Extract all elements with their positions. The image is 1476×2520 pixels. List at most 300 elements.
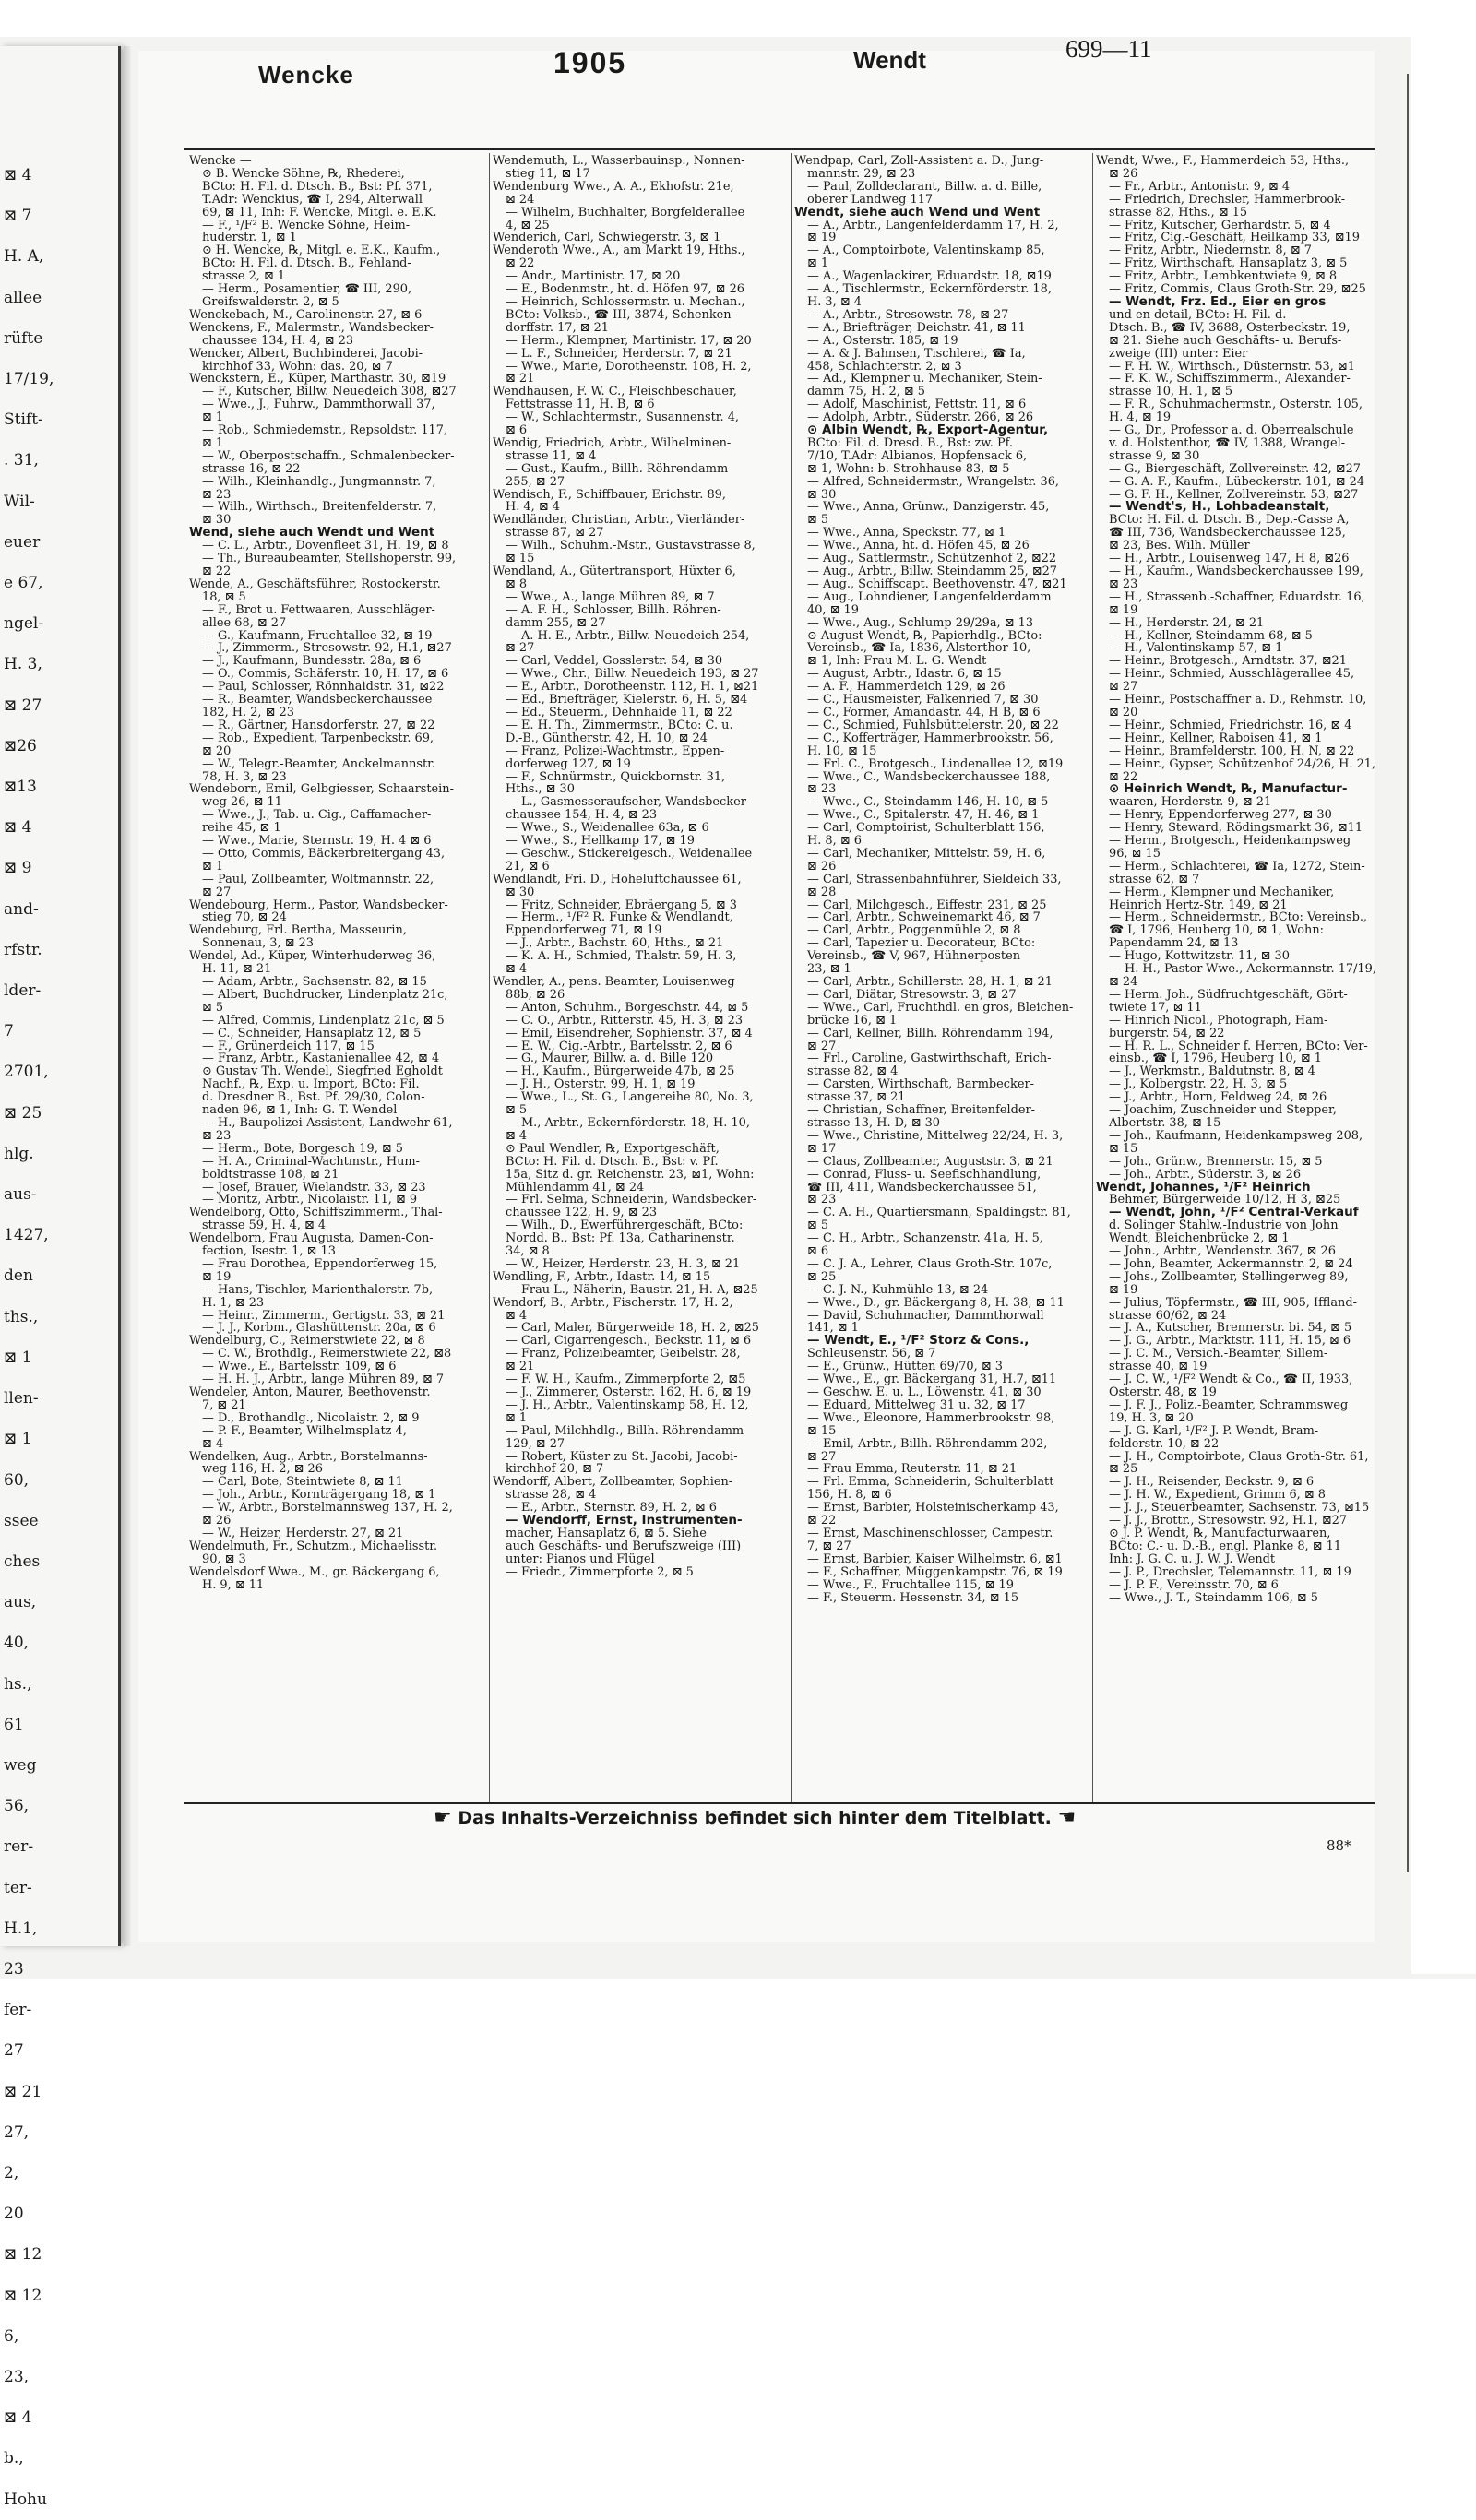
directory-entry: — Wilh., Wirthsch., Breitenfelderstr. 7, <box>202 500 437 515</box>
column-divider <box>791 153 792 1804</box>
directory-entry: 40, ⊠ 19 <box>807 602 859 617</box>
directory-entry: — C. H., Arbtr., Schanzenstr. 41a, H. 5, <box>807 1231 1043 1246</box>
directory-entry: — H., Herderstr. 24, ⊠ 21 <box>1109 615 1265 630</box>
directory-entry: — G., Biergeschäft, Zollvereinstr. 42, ⊠27 <box>1109 461 1361 476</box>
directory-entry: — A. F. H., Schlosser, Billh. Röhren- <box>506 602 721 617</box>
directory-entry: ☎ I, 1796, Heuberg 10, ⊠ 1, Wohn: <box>1109 923 1324 938</box>
directory-entry: — Heinr., Postschaffner a. D., Rehmstr. 10, <box>1109 693 1367 707</box>
directory-entry: ⊙ Gustav Th. Wendel, Siegfried Egholdt <box>202 1064 443 1079</box>
facing-page-fragment: llen- <box>4 1389 39 1409</box>
facing-page-fragment: and- <box>4 899 39 919</box>
directory-entry: oberer Landweg 117 <box>807 192 934 207</box>
directory-entry: ⊠ 27 <box>807 1449 837 1464</box>
directory-entry: — Ed., Steuerm., Dehnhaide 11, ⊠ 22 <box>506 705 732 719</box>
directory-entry: — H., Strassenb.-Schaffner, Eduardstr. 16, <box>1109 589 1365 604</box>
directory-entry: — Ernst, Maschinenschlosser, Campestr. <box>807 1526 1053 1540</box>
directory-entry: — Rob., Expedient, Tarpenbeckstr. 69, <box>202 731 434 745</box>
directory-entry: Vereinsb., ☎ Ia, 1836, Alsterthor 10, <box>807 641 1031 656</box>
directory-entry: — Henry, Steward, Rödingsmarkt 36, ⊠11 <box>1109 821 1363 836</box>
directory-entry: — John, Beamter, Ackermannstr. 2, ⊠ 24 <box>1109 1256 1353 1271</box>
directory-entry: damm 255, ⊠ 27 <box>506 615 606 630</box>
directory-entry: huderstr. 1, ⊠ 1 <box>202 231 297 245</box>
directory-entry: — O., Commis, Schäferstr. 10, H. 17, ⊠ 6 <box>202 667 449 682</box>
directory-entry: — Heinr., Zimmerm., Gertigstr. 33, ⊠ 21 <box>202 1308 446 1323</box>
directory-entry: — Wilh., Kleinhandlg., Jungmannstr. 7, <box>202 474 436 489</box>
facing-page-fragment: lder- <box>4 981 42 1001</box>
directory-entry: 88b, ⊠ 26 <box>506 987 565 1002</box>
directory-entry: — Wendt, Frz. Ed., Eier en gros <box>1109 293 1327 309</box>
directory-entry: — P. F., Beamter, Wilhelmsplatz 4, <box>202 1423 407 1438</box>
directory-entry: — C. J. A., Lehrer, Claus Groth-Str. 107c, <box>807 1256 1053 1271</box>
directory-entry: Wendt, Wwe., F., Hammerdeich 53, Hths., <box>1096 154 1350 168</box>
directory-entry: — Joh., Arbtr., Kornträgergang 18, ⊠ 1 <box>202 1488 436 1503</box>
directory-entry: kirchhof 33, Wohn: das. 20, ⊠ 7 <box>202 359 393 374</box>
directory-entry: — E. H. Th., Zimmermstr., BCto: C. u. <box>506 718 733 732</box>
directory-entry: ⊠ 1 <box>202 435 224 450</box>
directory-entry: — W., Heizer, Herderstr. 27, ⊠ 21 <box>202 1526 404 1540</box>
directory-entry: ⊠ 20 <box>202 743 232 758</box>
running-head-right: Wendt <box>853 46 926 74</box>
directory-entry: ⊠ 19 <box>202 1269 232 1284</box>
directory-entry: strasse 2, ⊠ 1 <box>202 269 286 284</box>
directory-entry: — F., Brot u. Fettwaaren, Ausschläger- <box>202 602 435 617</box>
directory-entry: 18, ⊠ 5 <box>202 589 246 604</box>
directory-entry: — E., Bodenmstr., ht. d. Höfen 97, ⊠ 26 <box>506 282 744 297</box>
directory-entry: — Wendt, John, ¹/F² Central-Verkauf <box>1109 1205 1359 1220</box>
directory-entry: — F., Schnürmstr., Quickbornstr. 31, <box>506 769 726 784</box>
directory-entry: — R., Gärtner, Hansdorferstr. 27, ⊠ 22 <box>202 718 435 732</box>
directory-entry: — Friedrich, Drechsler, Hammerbrook- <box>1109 192 1346 207</box>
facing-page-fragment: H.1, <box>4 1919 38 1938</box>
directory-entry: Wend, siehe auch Wendt und Went <box>189 525 435 541</box>
directory-entry: — Fritz, Wirthschaft, Hansaplatz 3, ⊠ 5 <box>1109 256 1348 271</box>
facing-page-fragment: rfstr. <box>4 940 42 959</box>
directory-entry: strasse 9, ⊠ 30 <box>1109 448 1200 463</box>
directory-entry: — Carl, Kellner, Billh. Röhrendamm 194, <box>807 1026 1053 1040</box>
directory-entry: — Herm., Klempner, Martinistr. 17, ⊠ 20 <box>506 333 752 348</box>
directory-entry: — Andr., Martinistr. 17, ⊠ 20 <box>506 269 681 284</box>
directory-entry: — Herm., Posamentier, ☎ III, 290, <box>202 282 412 297</box>
directory-entry: ⊠ 19 <box>1109 602 1138 617</box>
book-gutter <box>124 46 131 1946</box>
directory-entry: macher, Hansaplatz 6, ⊠ 5. Siehe <box>506 1526 707 1540</box>
directory-entry: — K. A. H., Schmied, Thalstr. 59, H. 3, <box>506 949 737 964</box>
directory-entry: allee 68, ⊠ 27 <box>202 615 287 630</box>
directory-entry: ⊠ 26 <box>202 1514 232 1528</box>
directory-entry: Hths., ⊠ 30 <box>506 782 575 797</box>
directory-entry: Wenderoth Wwe., A., am Markt 19, Hths., <box>493 244 745 258</box>
directory-entry: — Wilhelm, Buchhalter, Borgfelderallee <box>506 205 745 220</box>
directory-entry: dorferweg 127, ⊠ 19 <box>506 756 631 771</box>
directory-entry: H. 4, ⊠ 4 <box>506 500 560 515</box>
facing-page-fragment: euer <box>4 532 41 552</box>
directory-entry: — H. H., Pastor-Wwe., Ackermannstr. 17/19, <box>1109 962 1376 977</box>
directory-entry: — F., Schaffner, Müggenkampstr. 76, ⊠ 19 <box>807 1564 1063 1579</box>
directory-entry: Wendelken, Aug., Arbtr., Borstelmanns- <box>189 1449 428 1464</box>
facing-page-fragment: fer- <box>4 2001 32 2020</box>
directory-entry: Wendländer, Christian, Arbtr., Vierländer- <box>493 513 745 528</box>
directory-entry: ⊠ 24 <box>506 192 535 207</box>
facing-page-fragment: . 31, <box>4 451 39 470</box>
directory-entry: 96, ⊠ 15 <box>1109 846 1161 861</box>
directory-entry: — Wwe., D., gr. Bäckergang 8, H. 38, ⊠ 11 <box>807 1295 1065 1310</box>
directory-entry: Sonnenau, 3, ⊠ 23 <box>202 936 315 951</box>
directory-entry: H. 8, ⊠ 6 <box>807 834 862 849</box>
directory-entry: — W., Arbtr., Borstelmannsweg 137, H. 2, <box>202 1501 453 1516</box>
directory-entry: — Herm., ¹/F² R. Funke & Wendlandt, <box>506 910 733 925</box>
directory-entry: damm 75, H. 2, ⊠ 5 <box>807 385 926 399</box>
directory-entry: mannstr. 29, ⊠ 23 <box>807 166 916 181</box>
directory-entry: chaussee 122, H. 9, ⊠ 23 <box>506 1206 658 1220</box>
directory-entry: — F., Kutscher, Billw. Neuedeich 308, ⊠27 <box>202 385 457 399</box>
directory-entry: reihe 45, ⊠ 1 <box>202 821 281 836</box>
directory-entry: strasse 82, ⊠ 4 <box>807 1064 899 1079</box>
directory-entry: stieg 70, ⊠ 24 <box>202 910 287 925</box>
facing-page-fragment: 2, <box>4 2163 19 2182</box>
directory-entry: — Wwe., L., St. G., Langereihe 80, No. 3, <box>506 1090 754 1105</box>
directory-entry: weg 116, H. 2, ⊠ 26 <box>202 1462 323 1477</box>
directory-entry: — Adam, Arbtr., Sachsenstr. 82, ⊠ 15 <box>202 975 427 989</box>
directory-entry: — Carl, Mechaniker, Mittelstr. 59, H. 6, <box>807 846 1046 861</box>
pointing-hand-icon: ☛ <box>434 1806 452 1829</box>
directory-entry: strasse 16, ⊠ 22 <box>202 461 301 476</box>
directory-entry: — F. W. H., Kaufm., Zimmerpforte 2, ⊠5 <box>506 1373 746 1387</box>
directory-entry: — Fritz, Arbtr., Niedernstr. 8, ⊠ 7 <box>1109 244 1312 258</box>
directory-entry: ⊠ 4 <box>202 1436 224 1451</box>
directory-entry: — Carl, Diätar, Stresowstr. 3, ⊠ 27 <box>807 987 1017 1002</box>
directory-entry: strasse 62, ⊠ 7 <box>1109 872 1200 886</box>
directory-entry: Osterstr. 48, ⊠ 19 <box>1109 1385 1217 1399</box>
directory-entry: BCto: H. Fil. d. Dtsch. B., Dep.-Casse A, <box>1109 513 1350 528</box>
sheet-number: 88* <box>1327 1837 1351 1854</box>
directory-entry: Wendpap, Carl, Zoll-Assistent a. D., Jung- <box>794 154 1044 168</box>
directory-entry: — J., Arbtr., Bachstr. 60, Hths., ⊠ 21 <box>506 936 724 951</box>
directory-entry: — Franz, Arbtr., Kastanienallee 42, ⊠ 4 <box>202 1052 440 1066</box>
directory-entry: 15a, Sitz d. gr. Reichenstr. 23, ⊠1, Wohn: <box>506 1167 755 1182</box>
directory-entry: — Ernst, Barbier, Holsteinischerkamp 43, <box>807 1501 1059 1516</box>
directory-entry: — Paul, Schlosser, Rönnhaidstr. 31, ⊠22 <box>202 680 445 695</box>
directory-entry: — H., Valentinskamp 57, ⊠ 1 <box>1109 641 1283 656</box>
directory-entry: — Wwe., Carl, Fruchthdl. en gros, Bleichen- <box>807 1000 1074 1015</box>
directory-entry: — E., Arbtr., Dorotheenstr. 112, H. 1, ⊠21 <box>506 680 759 695</box>
directory-entry: 19, H. 3, ⊠ 20 <box>1109 1410 1194 1425</box>
directory-entry: — Wwe., Christine, Mittelweg 22/24, H. 3, <box>807 1128 1064 1143</box>
directory-entry: — M., Arbtr., Eckernförderstr. 18, H. 10, <box>506 1115 750 1130</box>
directory-entry: — Frl., Caroline, Gastwirthschaft, Erich- <box>807 1052 1052 1066</box>
directory-entry: — H. A., Criminal-Wachtmstr., Hum- <box>202 1154 420 1169</box>
directory-entry: Wendenburg Wwe., A. A., Ekhofstr. 21e, <box>493 179 734 194</box>
facing-page-fragment: ⊠ 12 <box>4 2286 42 2305</box>
directory-entry: — F., ¹/F² B. Wencke Söhne, Heim- <box>202 218 411 232</box>
directory-entry: ⊠ 22 <box>807 1514 837 1528</box>
directory-entry: Wendt, Johannes, ¹/F² Heinrich <box>1096 1179 1311 1195</box>
directory-entry: — A., Arbtr., Langenfelderdamm 17, H. 2, <box>807 218 1059 232</box>
directory-entry: ⊠ 22 <box>202 565 232 578</box>
directory-entry: — F., Grünerdeich 117, ⊠ 15 <box>202 1039 375 1053</box>
directory-entry: — Moritz, Arbtr., Nicolaistr. 11, ⊠ 9 <box>202 1193 418 1207</box>
directory-entry: — Wwe., Anna, Grünw., Danzigerstr. 45, <box>807 500 1050 515</box>
directory-entry: d. Solinger Stahlw.-Industrie von John <box>1109 1218 1339 1233</box>
directory-entry: — W., Telegr.-Beamter, Anckelmannstr. <box>202 756 436 771</box>
directory-entry: — A., Arbtr., Stresowstr. 78, ⊠ 27 <box>807 307 1009 322</box>
directory-entry: — Wwe., C., Wandsbeckerchaussee 188, <box>807 769 1051 784</box>
directory-entry: — H. R. L., Schneider f. Herren, BCto: Ver- <box>1109 1039 1368 1053</box>
running-head-year: 1905 <box>554 46 627 79</box>
directory-entry: — Fritz, Arbtr., Lembkentwiete 9, ⊠ 8 <box>1109 269 1338 284</box>
directory-entry: Wendhausen, F. W. C., Fleischbeschauer, <box>493 385 737 399</box>
directory-entry: ⊠ 15 <box>1109 1141 1138 1156</box>
directory-entry: zweige (III) unter: Eier <box>1109 346 1248 361</box>
directory-entry: Heinrich Hertz-Str. 149, ⊠ 21 <box>1109 897 1288 912</box>
directory-entry: ⊙ August Wendt, ℞, Papierhdlg., BCto: <box>807 628 1042 643</box>
directory-entry: ⊠ 24 <box>1109 975 1138 989</box>
directory-entry: Wendlandt, Fri. D., Hoheluftchaussee 61, <box>493 872 742 886</box>
directory-entry: — J. G., Arbtr., Marktstr. 111, H. 15, ⊠ 6 <box>1109 1334 1351 1349</box>
directory-entry: Wenckstern, E., Küper, Marthastr. 30, ⊠19 <box>189 372 446 386</box>
directory-entry: — Wwe., C., Steindamm 146, H. 10, ⊠ 5 <box>807 795 1049 810</box>
facing-page-fragment: ngel- <box>4 614 44 634</box>
directory-entry: — Frau Dorothea, Eppendorferweg 15, <box>202 1256 438 1271</box>
directory-entry: — Wendorff, Ernst, Instrumenten- <box>506 1513 743 1528</box>
directory-entry: Wendig, Friedrich, Arbtr., Wilhelminen- <box>493 435 732 450</box>
directory-entry: ⊠ 22 <box>1109 769 1138 784</box>
directory-entry: — Herm., Bote, Borgesch 19, ⊠ 5 <box>202 1141 403 1156</box>
directory-entry: ⊠ 25 <box>1109 1462 1138 1477</box>
directory-entry: stieg 11, ⊠ 17 <box>506 166 590 181</box>
directory-entry: — R., Beamter, Wandsbeckerchaussee <box>202 693 433 707</box>
running-head-left: Wencke <box>258 61 354 89</box>
right-edge-line <box>1407 74 1409 1872</box>
directory-entry: — J. C. M., Versich.-Beamter, Sillem- <box>1109 1347 1328 1361</box>
directory-entry: Albertstr. 38, ⊠ 15 <box>1109 1115 1221 1130</box>
facing-page-fragment: ssee <box>4 1511 39 1530</box>
directory-entry: ⊠ 21 <box>506 1360 535 1374</box>
directory-entry: Nordd. B., Bst: Pf. 13a, Catharinenstr. <box>506 1231 735 1246</box>
directory-entry: — Joachim, Zuschneider und Stepper, <box>1109 1103 1337 1118</box>
facing-page-fragment: ⊠ 4 <box>4 166 32 184</box>
directory-entry: Inh: J. G. C. u. J. W. J. Wendt <box>1109 1551 1276 1566</box>
header-rule <box>184 148 1375 150</box>
directory-column-4 <box>1096 155 1375 1778</box>
facing-page-fragment: 40, <box>4 1634 30 1653</box>
directory-entry: ⊠ 4 <box>506 1308 528 1323</box>
footer-note <box>434 1806 1076 1829</box>
directory-entry: — C., Former, Amandastr. 44, H B, ⊠ 6 <box>807 705 1041 719</box>
facing-page-fragment: 60, <box>4 1470 30 1490</box>
directory-entry: ☎ III, 411, Wandsbeckerchaussee 51, <box>807 1180 1037 1195</box>
directory-entry: — Carl, Milchgesch., Eiffestr. 231, ⊠ 25 <box>807 897 1047 912</box>
directory-entry: ⊠ 4 <box>506 962 528 977</box>
directory-entry: H. 3, ⊠ 4 <box>807 294 862 309</box>
facing-page-fragment: ⊠ 27 <box>4 695 42 715</box>
directory-entry: — Frl. C., Brotgesch., Lindenallee 12, ⊠19 <box>807 756 1064 771</box>
directory-entry: — C. J. N., Kuhmühle 13, ⊠ 24 <box>807 1282 989 1297</box>
directory-entry: und en detail, BCto: H. Fil. d. <box>1109 307 1287 322</box>
directory-entry: — Carl, Maler, Bürgerweide 18, H. 2, ⊠25 <box>506 1321 759 1336</box>
directory-entry: — Wwe., S., Weidenallee 63a, ⊠ 6 <box>506 821 709 836</box>
directory-entry: Wencke — <box>189 154 252 168</box>
facing-page-fragment: 2701, <box>4 1063 49 1082</box>
directory-entry: 458, Schlachterstr. 2, ⊠ 3 <box>807 359 962 374</box>
directory-entry: — J. C. W., ¹/F² Wendt & Co., ☎ II, 1933, <box>1109 1373 1353 1387</box>
directory-entry: — Herm., Brotgesch., Heidenkampsweg <box>1109 834 1351 849</box>
directory-entry: ⊠ 19 <box>807 231 837 245</box>
directory-column-3 <box>794 155 1089 1778</box>
directory-entry: Wendelborg, Otto, Schiffszimmerm., Thal- <box>189 1206 443 1220</box>
directory-column-2 <box>493 155 788 1778</box>
directory-entry: ⊠ 8 <box>506 577 528 591</box>
facing-page-fragment: ⊠ 12 <box>4 2245 42 2264</box>
directory-entry: Wendt, Bleichenbrücke 2, ⊠ 1 <box>1109 1231 1290 1246</box>
facing-page-fragment: weg <box>4 1755 37 1775</box>
directory-entry: — Carl, Veddel, Gosslerstr. 54, ⊠ 30 <box>506 654 723 669</box>
directory-entry: Wendorff, Albert, Zollbeamter, Sophien- <box>493 1475 733 1490</box>
directory-entry: — Heinr., Gypser, Schützenhof 24/26, H. 21, <box>1109 756 1376 771</box>
facing-page-fragment: ⊠ 9 <box>4 859 32 878</box>
directory-entry: — J. H., Arbtr., Valentinskamp 58, H. 12, <box>506 1397 749 1412</box>
facing-page-fragment: aus- <box>4 1185 37 1205</box>
directory-entry: — Joh., Arbtr., Süderstr. 3, ⊠ 26 <box>1109 1167 1302 1182</box>
directory-entry: Mühlendamm 41, ⊠ 24 <box>506 1180 645 1195</box>
directory-entry: — Wwe., Eleonore, Hammerbrookstr. 98, <box>807 1410 1055 1425</box>
directory-entry: Greifswalderstr. 2, ⊠ 5 <box>202 294 339 309</box>
directory-entry: Wendeburg, Frl. Bertha, Masseurin, <box>189 923 407 938</box>
directory-entry: strasse 60/62, ⊠ 24 <box>1109 1308 1227 1323</box>
directory-entry: — Frl. Selma, Schneiderin, Wandsbecker- <box>506 1193 757 1207</box>
directory-entry: ⊠ 19 <box>1109 1282 1138 1297</box>
directory-entry: — Gust., Kaufm., Billh. Röhrendamm <box>506 461 729 476</box>
directory-entry: — J. H., Osterstr. 99, H. 1, ⊠ 19 <box>506 1077 696 1092</box>
directory-entry: Wendler, A., pens. Beamter, Louisenweg <box>493 975 735 989</box>
directory-entry: — Heinr., Schmied, Ausschlägerallee 45, <box>1109 667 1355 682</box>
directory-entry: — Aug., Sattlermstr., Schützenhof 2, ⊠22 <box>807 552 1057 566</box>
directory-entry: ⊠ 5 <box>807 1218 829 1233</box>
directory-entry: H. 10, ⊠ 15 <box>807 743 877 758</box>
directory-entry: ⊙ J. P. Wendt, ℞, Manufacturwaaren, <box>1109 1526 1331 1540</box>
directory-entry: Dtsch. B., ☎ IV, 3688, Osterbeckstr. 19, <box>1109 320 1351 335</box>
directory-entry: Wendisch, F., Schiffbauer, Erichstr. 89, <box>493 487 726 502</box>
directory-entry: — C., Schmied, Fuhlsbüttelerstr. 20, ⊠ 22 <box>807 718 1059 732</box>
directory-entry: ⊠ 22 <box>506 256 535 271</box>
directory-entry: — Franz, Polizeibeamter, Geibelstr. 28, <box>506 1347 741 1361</box>
directory-entry: dorffstr. 17, ⊠ 21 <box>506 320 609 335</box>
directory-entry: 7, ⊠ 27 <box>807 1539 851 1553</box>
directory-entry: 69, ⊠ 11, Inh: F. Wencke, Mitgl. e. E.K. <box>202 205 437 220</box>
directory-entry: — Carsten, Wirthschaft, Barmbecker- <box>807 1077 1034 1092</box>
directory-entry: — A., Osterstr. 185, ⊠ 19 <box>807 333 958 348</box>
directory-entry: — Friedr., Zimmerpforte 2, ⊠ 5 <box>506 1564 694 1579</box>
directory-entry: — August, Arbtr., Idastr. 6, ⊠ 15 <box>807 667 1002 682</box>
directory-entry: — Wwe., A., lange Mühren 89, ⊠ 7 <box>506 589 715 604</box>
directory-entry: — J., Werkmstr., Baldutnstr. 8, ⊠ 4 <box>1109 1064 1315 1079</box>
directory-entry: — A., Tischlermstr., Eckernförderstr. 18, <box>807 282 1052 297</box>
facing-page-fragment: H. 3, <box>4 655 42 674</box>
facing-page-fragment: Wil- <box>4 492 35 511</box>
directory-entry: — Paul, Zollbeamter, Woltmannstr. 22, <box>202 872 434 886</box>
directory-entry: — Hinrich Nicol., Photograph, Ham- <box>1109 1013 1328 1028</box>
directory-entry: ⊠ 6 <box>506 423 528 438</box>
footer-rule <box>184 1802 1375 1804</box>
directory-entry: — H. H. J., Arbtr., lange Mühren 89, ⊠ 7 <box>202 1373 445 1387</box>
facing-page-fragment: ⊠ 4 <box>4 818 32 838</box>
directory-entry: — Rob., Schmiedemstr., Repsoldstr. 117, <box>202 423 448 438</box>
directory-entry: — Wwe., Marie, Sternstr. 19, H. 4 ⊠ 6 <box>202 834 432 849</box>
directory-entry: ⊠ 23 <box>1109 577 1138 591</box>
directory-entry: weg 26, ⊠ 11 <box>202 795 282 810</box>
directory-entry: — Robert, Küster zu St. Jacobi, Jacobi- <box>506 1449 738 1464</box>
directory-entry: Wendelsdorf Wwe., M., gr. Bäckergang 6, <box>189 1564 440 1579</box>
directory-entry: Papendamm 24, ⊠ 13 <box>1109 936 1239 951</box>
directory-entry: strasse 10, H. 1, ⊠ 5 <box>1109 385 1233 399</box>
directory-entry: Fettstrasse 11, H. B, ⊠ 6 <box>506 398 655 412</box>
directory-entry: waaren, Herderstr. 9, ⊠ 21 <box>1109 795 1272 810</box>
directory-entry: 156, H. 8, ⊠ 6 <box>807 1488 892 1503</box>
directory-entry: — Adolf, Maschinist, Fettstr. 11, ⊠ 6 <box>807 398 1027 412</box>
directory-entry: — Wendt's, H., Lohbadeanstalt, <box>1109 499 1330 515</box>
directory-entry: — Wwe., S., Hellkamp 17, ⊠ 19 <box>506 834 695 849</box>
directory-entry: — W., Heizer, Herderstr. 23, H. 3, ⊠ 21 <box>506 1256 741 1271</box>
facing-page-fragment: b., <box>4 2449 24 2468</box>
directory-entry: — J., Zimmerm., Stresowstr. 92, H.1, ⊠27 <box>202 641 452 656</box>
directory-entry: ⊠ 1 <box>202 859 224 874</box>
directory-entry: — Frau L., Näherin, Baustr. 21, H. A, ⊠25 <box>506 1282 758 1297</box>
facing-page-fragments <box>0 155 118 2520</box>
directory-entry: strasse 13, H. D, ⊠ 30 <box>807 1115 941 1130</box>
directory-entry: — Carl, Strassenbahnführer, Sieldeich 33, <box>807 872 1062 886</box>
facing-page-fragment: ⊠ 7 <box>4 207 32 226</box>
directory-entry: 7, ⊠ 21 <box>202 1397 246 1412</box>
facing-page-fragment: 1427, <box>4 1226 49 1245</box>
directory-entry: ⊠ 5 <box>202 1000 224 1015</box>
directory-entry: — H., Kaufm., Bürgerweide 47b, ⊠ 25 <box>506 1064 735 1079</box>
directory-entry: — Wwe., Aug., Schlump 29/29a, ⊠ 13 <box>807 615 1034 630</box>
directory-entry: — G., Dr., Professor a. d. Oberrealschule <box>1109 423 1354 438</box>
directory-entry: — Carl, Cigarrengesch., Beckstr. 11, ⊠ 6 <box>506 1334 752 1349</box>
directory-entry: chaussee 134, H. 4, ⊠ 23 <box>202 333 354 348</box>
directory-entry: felderstr. 10, ⊠ 22 <box>1109 1436 1220 1451</box>
directory-entry: BCto: H. Fil. d. Dtsch. B., Bst: Pf. 371, <box>202 179 433 194</box>
directory-entry: — Frl. Emma, Schneiderin, Schulterblatt <box>807 1475 1054 1490</box>
directory-entry: Wenckebach, M., Carolinenstr. 27, ⊠ 6 <box>189 307 423 322</box>
directory-entry: Wendorf, B., Arbtr., Fischerstr. 17, H. 2, <box>493 1295 733 1310</box>
directory-entry: Wendelburg, C., Reimerstwiete 22, ⊠ 8 <box>189 1334 425 1349</box>
directory-entry: — Th., Bureaubeamter, Stellshoperstr. 99, <box>202 552 457 566</box>
directory-entry: — J., Zimmerer, Osterstr. 162, H. 6, ⊠ 19 <box>506 1385 752 1399</box>
directory-entry: — Emil, Eisendreher, Sophienstr. 37, ⊠ 4 <box>506 1026 753 1040</box>
directory-entry: — Heinr., Bramfelderstr. 100, H. N, ⊠ 22 <box>1109 743 1355 758</box>
directory-column-1 <box>189 155 486 1778</box>
directory-entry: ⊠ 28 <box>807 885 837 899</box>
directory-entry: — H., Baupolizei-Assistent, Landwehr 61, <box>202 1115 453 1130</box>
directory-entry: — Wilh., Schuhm.-Mstr., Gustavstrasse 8, <box>506 539 756 553</box>
directory-entry: ⊠ 23, Bes. Wilh. Müller <box>1109 539 1250 553</box>
directory-entry: — J., Kaufmann, Bundesstr. 28a, ⊠ 6 <box>202 654 422 669</box>
directory-entry: chaussee 154, H. 4, ⊠ 23 <box>506 808 658 823</box>
directory-entry: — Eduard, Mittelweg 31 u. 32, ⊠ 17 <box>807 1397 1026 1412</box>
facing-page-fragment: 27, <box>4 2122 30 2142</box>
directory-entry: — J. J., Steuerbeamter, Sachsenstr. 73, ⊠15 <box>1109 1501 1370 1516</box>
directory-entry: — J. J., Korbm., Glashüttenstr. 20a, ⊠ 6 <box>202 1321 436 1336</box>
directory-entry: — Heinr., Kellner, Raboisen 41, ⊠ 1 <box>1109 731 1323 745</box>
directory-entry: v. d. Holstenthor, ☎ IV, 1388, Wrangel- <box>1109 435 1346 450</box>
pointing-hand-icon: ☚ <box>1057 1806 1077 1829</box>
facing-page-edge <box>0 46 121 2509</box>
directory-entry: H. 11, ⊠ 21 <box>202 962 272 977</box>
facing-page-fragment: 20 <box>4 2205 24 2224</box>
directory-entry: — Carl, Bote, Steintwiete 8, ⊠ 11 <box>202 1475 403 1490</box>
directory-entry: — Aug., Schiffscapt. Beethovenstr. 47, ⊠21 <box>807 577 1067 591</box>
facing-page-fragment: 56, <box>4 1797 30 1816</box>
